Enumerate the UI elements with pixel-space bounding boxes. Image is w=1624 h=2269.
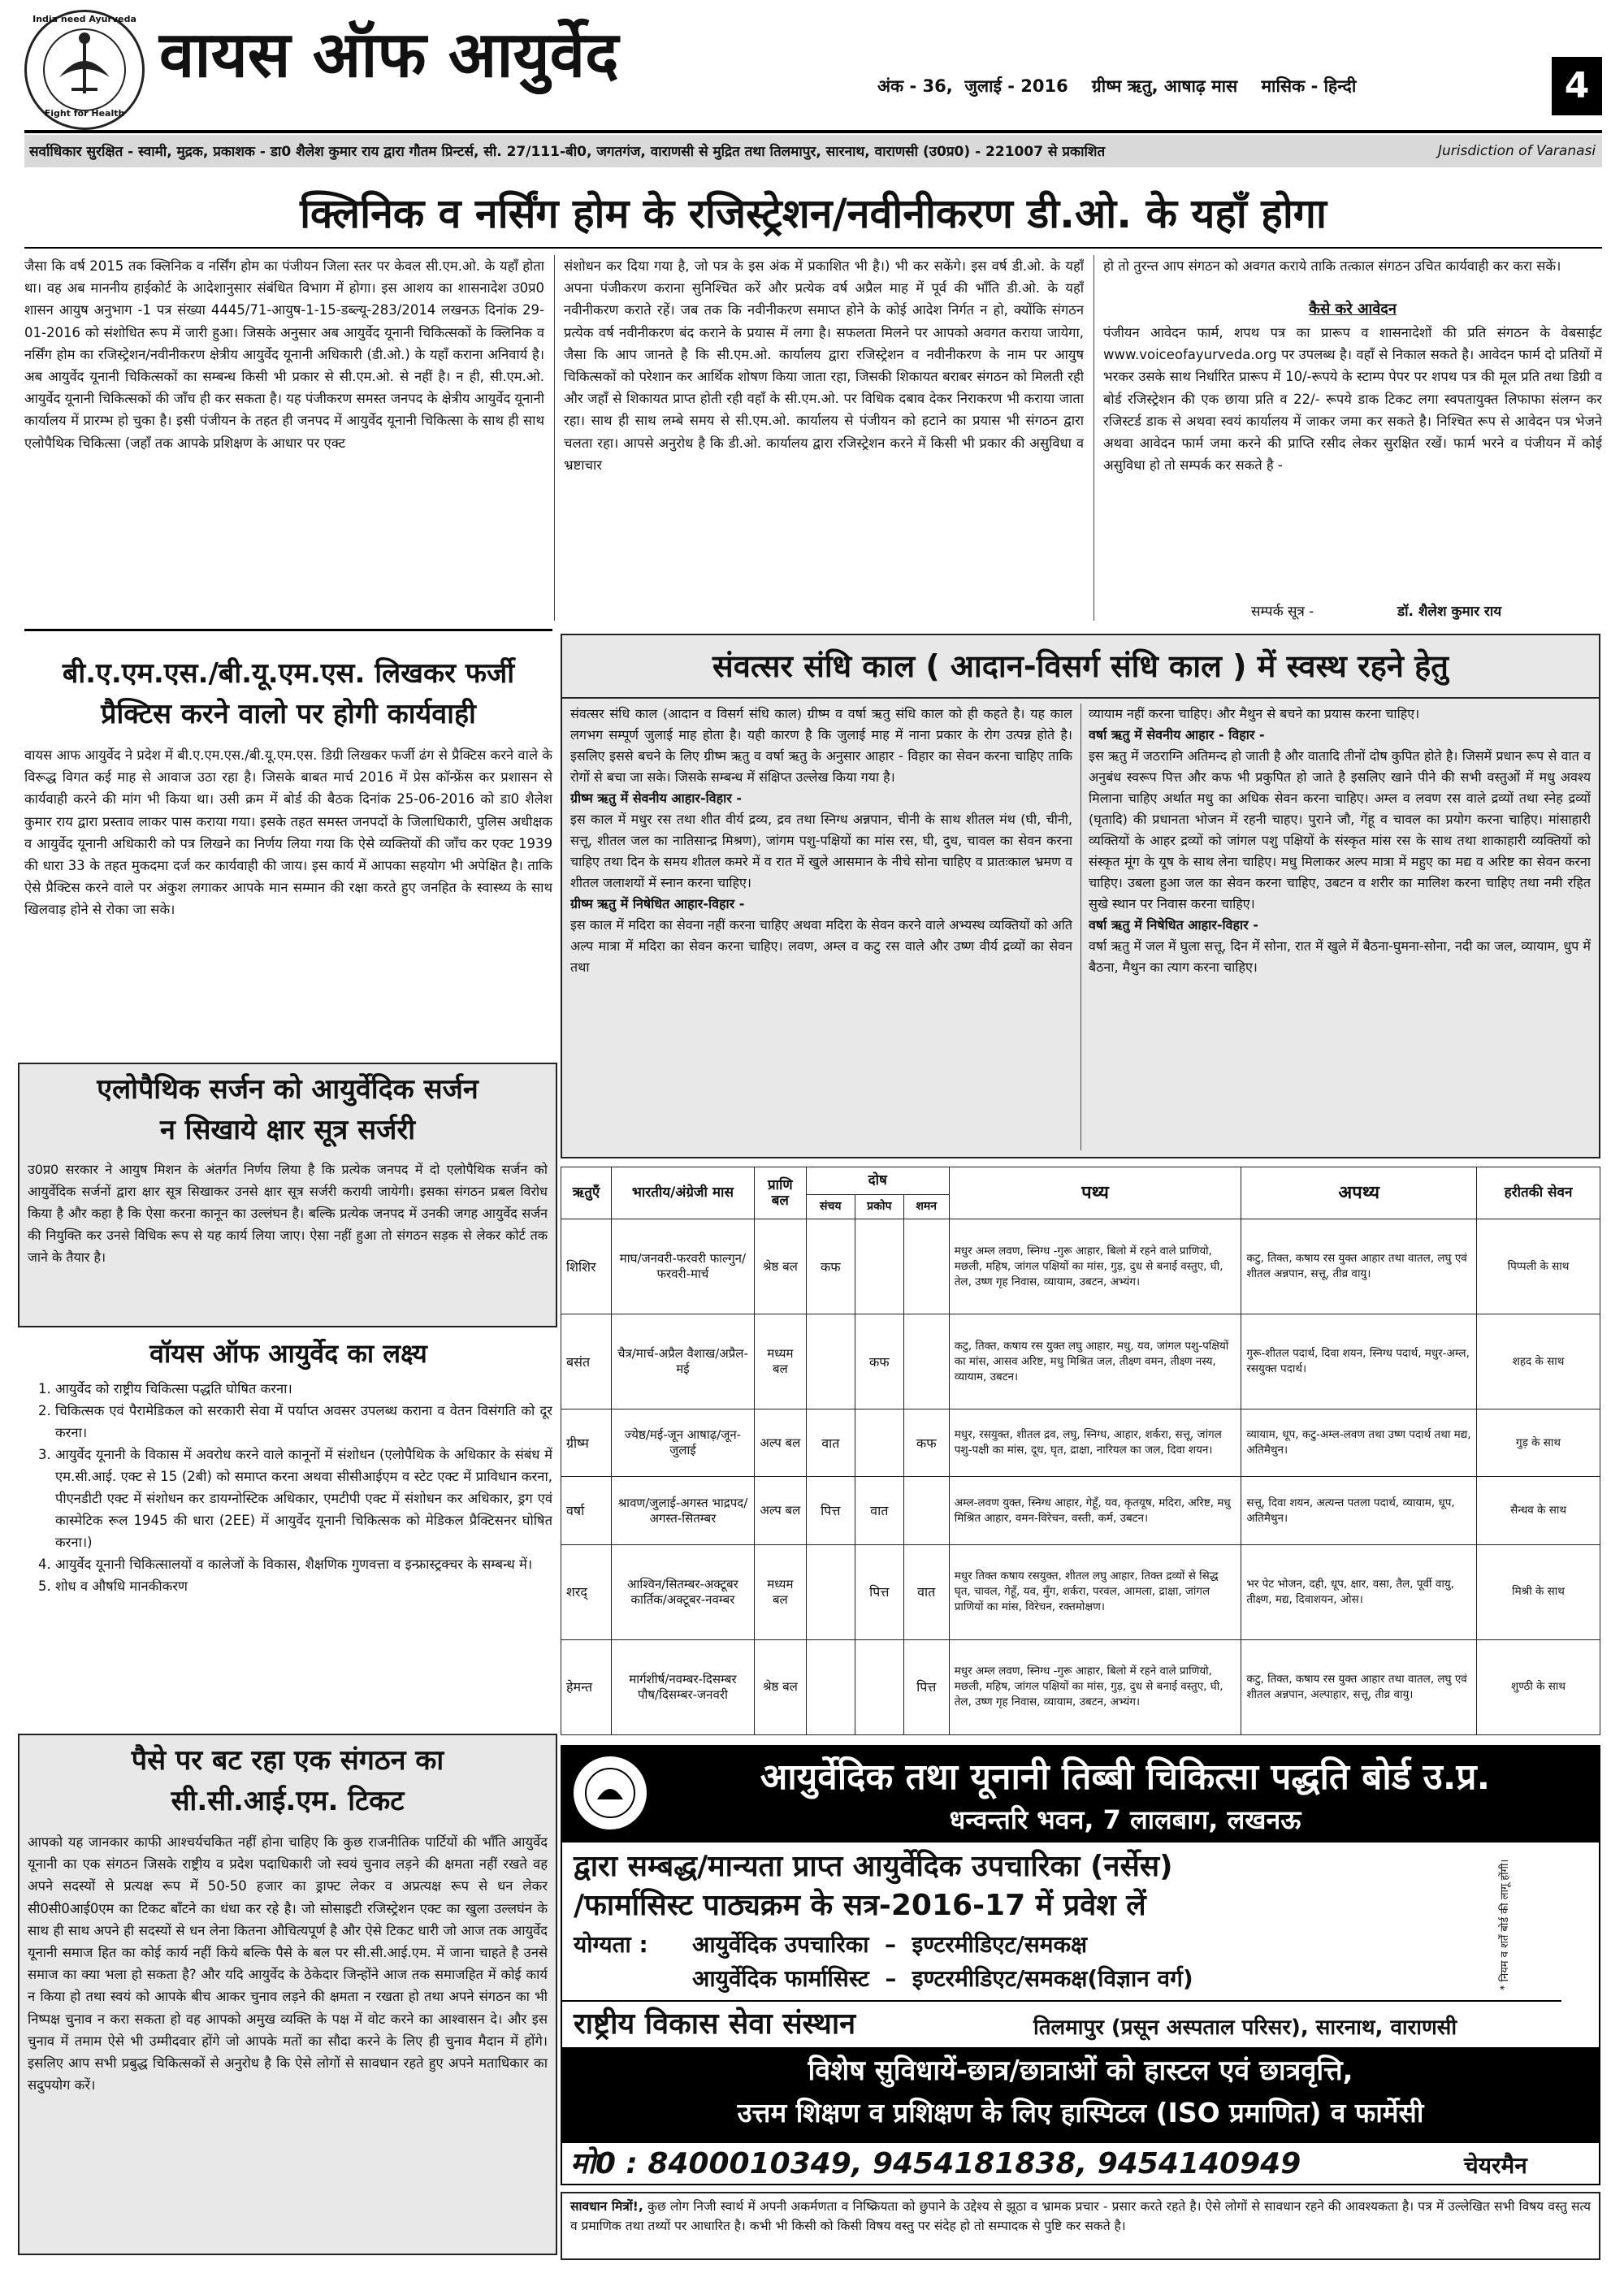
cell-prakop: वात: [855, 1477, 903, 1544]
cell-apathya: व्यायाम, धूप, कटु-अम्ल-लवण तथा उष्ण पदार्थ तथा मद्य, अतिमैथुन।: [1241, 1409, 1477, 1477]
season-rain-do: इस ऋतु में जठराग्नि अतिमन्द हो जाती है और वातादि तीनों दोष कुपित होते है। जिसमें प्रधान रूप से वात व अनुबंध स्वरूप पित्त और कफ भी प्रकुपित हो जाते है इसलिए खाने पीने की सभी वस्तुओं में मधु अवश्य मिलाना चाहिए अर्थात मधु का अधिक सेवन करना चाहिए। अम्ल व लवण रस वाले द्रव्यों तथा स्नेह द्रव्यों (घृतादि) की प्रधानता भोजन में रहनी चाहए। पुराने जौ, गेंहू व चावल का प्रयोग करना चाहिए। मांसाहारी व्यक्तियों के आहर द्रव्यों को जांगल पशु पक्षियों के संस्कृत मांस रस के साथ तथा शाकाहारी व्यक्तियों को संस्कृत मूंग के यूष के साथ लेना चाहिए। मधु मिलाकर अल्प मात्रा में महुए का मद्य व अरिष्ट का सेवन करना चाहिए। उबला हुआ जल का सेवन करना चाहिए, उबटन व शरीर का मालिश करना चाहिए तथा नमी रहित सुखे स्थान पर निवास करना चाहिए।: [1089, 748, 1591, 911]
table-row: [561, 1314, 1600, 1409]
th-dosh: दोष: [806, 1167, 949, 1195]
cell-bal: अल्प बल: [754, 1477, 806, 1544]
th-bal: प्राणि बल: [754, 1167, 806, 1219]
season-intro: संवत्सर संधि काल (आदान व विसर्ग संधि काल) ग्रीष्म व वर्षा ऋतु संधि काल को ही कहते है। यह काल लगभग सम्पूर्ण जुलाई माह होता है। यही कारण है कि जुलाई माह में नाना प्रकार के रोग उत्पन्न होते है। इसलिए इससे बचने के लिए ग्रीष्म ऋतु व वर्षा ऋतु के अनुसार आहार - विहार का सेवन करना चाहिए ताकि रोगों से बचा जा सके। जिसके सम्बन्ध में संक्षिप्त उल्लेख किया गया है।: [570, 706, 1072, 785]
lead-col2: संशोधन कर दिया गया है, जो पत्र के इस अंक में प्रकाशित भी है।) भी कर सकेंगे। इस वर्ष डी.ओ. के यहाँ अपना पंजीकरण कराना सुनिश्चित करें और प्रत्येक वर्ष अप्रैल माह में पूर्व की भाँति डी.ओ. के यहाँ नवीनीकरण कराते रहें। जब तक कि नवीनीकरण समाप्त होने के कोई आदेश निर्गत न हो, क्योंकि संगठन प्रत्येक वर्ष नवीनीकरण बंद कराने के प्रयास में लगा है। सफलता मिलने पर आपको अवगत कराया जायेगा, जैसा कि आप जानते है कि सी.एम.ओ. कार्यालय द्वारा रजिस्ट्रेशन व नवीनीकरण के नाम पर आयुष चिकित्सकों को परेशान कर आर्थिक शोषण किया जाता रहा, जिसकी शिकायत बराबर संगठन को मिलती रही और जहाँ से शिकायत प्राप्त होती रही वहाँ के सी.एम.ओ. पर विधिक दबाव देकर निराकरण भी कराया जाता रहा। साथ ही साथ लम्बे समय से सी.एम.ओ. कार्यालय से पंजीयन को हटाने का प्रयास भी संगठन द्वारा चलता रहा। आपसे अनुरोध है कि डी.ओ. कार्यालय द्वारा रजिस्ट्रेशन करने में किसी भी प्रकार की असुविधा व भ्रष्टाचार: [564, 258, 1084, 473]
lead-headline-rule: [24, 247, 1602, 249]
ritu-table: [561, 1167, 1600, 1735]
logo-text-bottom: Fight for Health: [44, 108, 125, 119]
cell-prakop: [855, 1409, 903, 1477]
caution-box: [561, 2192, 1600, 2260]
advert-facility-2: उत्तम शिक्षण व प्रशिक्षण के लिए हास्पिटल (ISO प्रमाणित) व फार्मेसी: [737, 2097, 1424, 2128]
cell-sanchay: कफ: [806, 1219, 855, 1314]
cell-month: श्रावण/जुलाई-अगस्त भाद्रपद/अगस्त-सितम्बर: [611, 1477, 754, 1544]
lead-col3-body: पंजीयन आवेदन फार्म, शपथ पत्र का प्रारूप व शासनादेशों की प्रति संगठन के वेबसाईट www.voiceofayurveda.org पर उपलब्ध है। वहाँ से निकाल सकते है। आवेदन फार्म दो प्रतियों में भरकर उसके साथ निर्धारित प्रारूप में 10/-रूपये के स्टाम्प पेपर पर शपथ पत्र की मूल प्रति तथा डिग्री व बोर्ड रजिस्ट्रेशन की एक छाया प्रति व 22/- रूपये डाक टिकट लगा स्वपतायुक्त लिफाफा संलग्न कर रजिस्टर्ड डाक से अथवा स्वयं कार्यालय में जाकर जमा कर सकते है। निश्चित रूप से आवेदन पत्र भेजने अथवा आवेदन फार्म जमा करने की प्राप्ति रसीद लेकर सुरक्षित रखें। फार्म भरने व पंजीयन में कोई असुविधा हो तो सम्पर्क कर सकते है -: [1103, 325, 1602, 474]
bams-body: वायस आफ आयुर्वेद ने प्रदेश में बी.ए.एम.एस./बी.यू.एम.एस. डिग्री लिखकर फर्जी ढंग से प्रैक्टिस करने वाले के विरूद्ध विगत कई माह से आवाज उठा रहा है। जिसके बाबत मार्च 2016 में प्रेस कॉन्फ्रेंस कर प्रशासन से कार्यवाही करने की मांग भी किया था। उसी क्रम में बोर्ड की बैठक दिनांक 25-06-2016 को डा0 शैलेश कुमार राय द्वारा प्रस्ताव लाकर पास कराया गया। इसके तहत समस्त जनपदों के जिलाधिकारी, पुलिस अधीक्षक व आयुर्वेद यूनानी अधिकारी को पत्र लिखने का निर्णय लिया गया कि ऐसे व्यक्तियों की जाँच कर एक्ट 1939 की धारा 33 के तहत मुकदमा दर्ज कर कार्यवाही की जाय। इस कार्य में आपका सहयोग भी अपेक्षित है। ताकि ऐसे प्रैक्टिस करने वाले पर अंकुश लगाकर आपके मान सम्मान की रक्षा करते हुए जनहित के स्वास्थ्य के साथ खिलवाड़ होने से रोका जा सके।: [24, 747, 552, 918]
col-rule-2: [1093, 255, 1094, 621]
advert-side-note: * नियम व शर्तें बोर्ड की लागू होंगी।: [1499, 1859, 1511, 1990]
lead-col3-intro: हो तो तुरन्त आप संगठन को अवगत कराये ताकि तत्काल संगठन उचित कार्यवाही कर करा सकें।: [1103, 258, 1561, 274]
cell-ritu: वर्षा: [561, 1477, 612, 1544]
th-ritu: ऋतुएँ: [561, 1167, 612, 1219]
advert-institute-address: तिलमापुर (प्रसून अस्पताल परिसर), सारनाथ, वाराणसी: [1033, 2016, 1457, 2040]
advert-eligibility-label: योग्यता :: [574, 1931, 648, 1958]
cell-shaman: [903, 1314, 949, 1409]
advert-board-band: [562, 1747, 1599, 1842]
cell-sanchay: वात: [806, 1409, 855, 1477]
rights-bar: [24, 135, 1602, 167]
allopathic-box: [18, 1063, 557, 1327]
cell-pathya: कटु, तिक्त, कषाय रस युक्त लघु आहार, मधु, यव, जांगल पशु-पक्षियों का मांस, आसव अरिष्ट, मधु मिश्रित जल, तीक्ष्ण वमन, तीक्ष्ण नस्य, व्यायाम, उबटन।: [949, 1314, 1241, 1409]
cell-ritu: शिशिर: [561, 1219, 612, 1314]
advert-line-2: /फार्मासिस्ट पाठ्यक्रम के सत्र-2016-17 में प्रवेश लें: [574, 1889, 1146, 1922]
goals-list: [24, 1378, 552, 1724]
season-summer-do: इस काल में मधुर रस तथा शीत वीर्य द्रव्य, द्रव तथा स्निग्ध अन्नपान, चीनी के साथ शीतल मंथ (घी, चीनी, सत्तू, शीतल जल का नातिसान्द्र मिश्रण), जांगम पशु-पक्षियों का मांस रस, घी, दुध, चावल का सेवन करना चाहिए तथा दिन के समय शीतल कमरे में व रात में खुले आसमान के नीचे सोना चाहिए व प्रातःकाल भ्रमण व शीतल जलाशयों में स्नान करना चाहिए।: [570, 812, 1072, 890]
goal-item: 1. आयुर्वेद को राष्ट्रीय चिकित्सा पद्धति घोषित करना।: [55, 1378, 552, 1400]
cell-apathya: कटु, तिक्त, कषाय रस युक्त आहार तथा वातल, लघु एवं शीतल अन्नपान, सत्तू, तीव्र वायु।: [1241, 1219, 1477, 1314]
cell-apathya: गुरू-शीतल पदार्थ, दिवा शयन, स्निग्ध पदार्थ, मधुर-अम्ल, रसयुक्त पदार्थ।: [1241, 1314, 1477, 1409]
th-month: भारतीय/अंग्रेजी मास: [611, 1167, 754, 1219]
season-summer-dont: इस काल में मदिरा का सेवना नहीं करना चाहिए अथवा मदिरा के सेवन करने वाले अभ्यस्थ व्यक्तियों को अति अल्प मात्रा में मदिरा का सेवन करना चाहिए। लवण, अम्ल व कटु रस वाले और उष्ण वीर्य द्रव्यों का सेवन तथा: [570, 917, 1072, 975]
th-haritaki: हरीतकी सेवन: [1477, 1167, 1600, 1219]
cell-bal: श्रेष्ठ बल: [754, 1219, 806, 1314]
cell-ritu: हेमन्त: [561, 1639, 612, 1734]
jurisdiction: Jurisdiction of Varanasi: [1438, 143, 1596, 159]
cell-pathya: मधुर अम्ल लवण, स्निग्ध -गुरू आहार, बिलो में रहने वाले प्राणियो, मछली, महिष, जांगल पक्षियों का मांस, गुड़, दुध से बनाई वस्तुए, घी, तेल, उष्ण गृह निवास, व्यायाम, उबटन, अभ्यंग।: [949, 1219, 1241, 1314]
table-row: [561, 1477, 1600, 1544]
contact-label: सम्पर्क सूत्र -: [1251, 604, 1314, 620]
goals-headline: वॉयस ऑफ आयुर्वेद का लक्ष्य: [149, 1338, 427, 1369]
goal-item: 3. आयुर्वेद यूनानी के विकास में अवरोध करने वाले कानूनों में संशोधन (एलोपैथिक के अधिकार के संबंध में एम.सी.आई. एक्ट से 15 (2बी) को समाप्त करना अथवा सीसीआईएम व स्टेट एक्ट में प्राविधान करना, पीएनडीटी एक्ट में संशोधन कर डायग्नोस्टिक अधिकार, एमटीपी एक्ट में संशोधन कर अधिकार, ड्रग एवं कास्मेटिक रूल 1945 की धारा (2EE) में आयुर्वेद यूनानी चिकित्सक को मेडिकल प्रैक्टिसनर घोषित करना।): [55, 1444, 552, 1553]
cell-shaman: कफ: [903, 1409, 949, 1477]
advert-line-1: द्वारा सम्बद्ध/मान्यता प्राप्त आयुर्वेदिक उपचारिका (नर्सेस): [574, 1850, 1173, 1883]
masthead-logo: [24, 10, 145, 130]
season-box: [561, 634, 1600, 1158]
cell-ritu: बसंत: [561, 1314, 612, 1409]
divider-left-top: [24, 629, 552, 631]
cell-bal: अल्प बल: [754, 1409, 806, 1477]
cell-bal: श्रेष्ठ बल: [754, 1639, 806, 1734]
cell-prakop: [855, 1639, 903, 1734]
cell-apathya: भर पेट भोजन, दही, धूप, क्षार, वसा, तैल, पूर्वी वायु, तीक्ष्ण, मद्य, दिवाशयन, ओस।: [1241, 1544, 1477, 1639]
cell-haritaki: शहद के साथ: [1477, 1314, 1600, 1409]
caution-text: [570, 2197, 1591, 2236]
cell-ritu: शरद्: [561, 1544, 612, 1639]
cell-shaman: पित्त: [903, 1639, 949, 1734]
bams-headline-1: बी.ए.एम.एस./बी.यू.एम.एस. लिखकर फर्जी: [62, 657, 515, 690]
advert-institute: राष्ट्रीय विकास सेवा संस्थान: [574, 2007, 856, 2041]
logo-text-top: India need Ayurveda: [32, 14, 136, 24]
th-pathya: पथ्य: [949, 1167, 1241, 1219]
apply-subhead: कैसे करे आवेदन: [1309, 301, 1397, 318]
cell-month: आश्विन/सितम्बर-अक्टूबर कार्तिक/अक्टूबर-नवम्बर: [611, 1544, 754, 1639]
season-left-col: [570, 704, 1072, 1154]
board-seal-icon: [574, 1756, 647, 1829]
th-apathya: अपथ्य: [1241, 1167, 1477, 1219]
season-right-col: [1089, 704, 1591, 1154]
ccim-box: [18, 1734, 557, 2255]
page-number: 4: [1552, 57, 1602, 115]
ccim-headline-2: सी.सी.आई.एम. टिकट: [171, 1785, 405, 1817]
season-subhead-rain-do: वर्षा ऋतु में सेवनीय आहार - विहार -: [1089, 727, 1265, 743]
advert-address: धन्वन्तरि भवन, 7 लालबाग, लखनऊ: [949, 1804, 1301, 1835]
cell-sanchay: पित्त: [806, 1477, 855, 1544]
cell-month: चैत्र/मार्च-अप्रैल वैशाख/अप्रैल-मई: [611, 1314, 754, 1409]
cell-haritaki: गुड़ के साथ: [1477, 1409, 1600, 1477]
advert-mobile: मो0 : 8400010349, 9454181838, 9454140949: [570, 2147, 1301, 2180]
lead-col1: जैसा कि वर्ष 2015 तक क्लिनिक व नर्सिंग होम का पंजीयन जिला स्तर पर केवल सी.एम.ओ. के यहाँ होता था। वह अब माननीय हाईकोर्ट के आदेशानुसार संबंधित विभाग में होगा। इस आशय का शासनादेश उ0प्र0 शासन आयुष अनुभाग -1 पत्र संख्या 4445/71-आयुष-1-15-डब्ल्यू-283/2014 लखनऊ दिनांक 29-01-2016 को संशोधित रूप में जारी हुआ। जिसके अनुसार अब आयुर्वेद यूनानी चिकित्सकों के क्लिनिक व नर्सिंग होम का रजिस्ट्रेशन/नवीनीकरण क्षेत्रीय आयुर्वेद यूनानी अधिकारी (डी.ओ.) के यहाँ कराना अनिवार्य है। अब आयुर्वेद यूनानी चिकित्सकों का सम्बन्ध किसी भी प्रकार से सी.एम.ओ. से नहीं है। न ही, सी.एम.ओ. आयुर्वेद यूनानी चिकित्सकों की जाँच ही कर सकता है। यह पंजीकरण समस्त जनपद के क्षेत्रीय आयुर्वेद यूनानी कार्यालय में प्रारम्भ हो चुका है। इसी पंजीयन के तहत ही जनपद में आयुर्वेद यूनानी चिकित्सा के साथ ही साथ एलोपैथिक चिकित्सा (जहाँ तक आपके प्रशिक्षण के आधार पर एक्ट: [24, 258, 544, 451]
cell-apathya: सत्तू, दिवा शयन, अत्यन्त पतला पदार्थ, व्यायाम, धूप, अतिमैथुन।: [1241, 1477, 1477, 1544]
cell-pathya: मधुर अम्ल लवण, स्निग्ध -गुरू आहार, बिलो में रहने वाले प्राणियो, मछली, महिष, जांगल पक्षियों का मांस, गुड़, दुध से बनाई वस्तुए, घी, तेल, उष्ण गृह निवास, व्यायाम, उबटन, अभ्यंग।: [949, 1639, 1241, 1734]
advert-eligibility-1: आयुर्वेदिक उपचारिका – इण्टरमीडिएट/समकक्ष: [692, 1931, 1088, 1958]
advert-facility-band: [562, 2047, 1599, 2141]
ccim-headline-1: पैसे पर बट रहा एक संगठन का: [131, 1744, 444, 1777]
issue-line: अंक - 36, जुलाई - 2016 ग्रीष्म ऋतु, आषाढ़ मास मासिक - हिन्दी: [877, 76, 1357, 96]
caution-label: सावधान मित्रों!,: [570, 2199, 643, 2214]
cell-shaman: [903, 1477, 949, 1544]
cell-month: ज्येष्ठ/मई-जून आषाढ़/जून-जुलाई: [611, 1409, 754, 1477]
allopathic-headline-2: न सिखाये क्षार सूत्र सर्जरी: [159, 1114, 416, 1146]
season-rain-dont: वर्षा ऋतु में जल में घुला सत्तू, दिन में सोना, रात में खुले में बैठना-घुमना-सोना, नदी का जल, व्यायाम, धुप में बैठना, मैथुन का त्याग करना चाहिए।: [1089, 938, 1591, 975]
season-subhead-summer-do: ग्रीष्म ऋतु में सेवनीय आहार-विहार -: [570, 790, 743, 806]
allopathic-headline-1: एलोपैथिक सर्जन को आयुर्वेदिक सर्जन: [97, 1073, 479, 1106]
bams-headline-2: प्रैक्टिस करने वालो पर होगी कार्यवाही: [101, 698, 476, 730]
advert-facility-1: विशेष सुविधायें-छात्र/छात्राओं को हास्टल एवं छात्रवृत्ति,: [808, 2055, 1353, 2087]
cell-bal: मध्यम बल: [754, 1544, 806, 1639]
allopathic-body: उ0प्र0 सरकार ने आयुष मिशन के अंतर्गत निर्णय लिया है कि प्रत्येक जनपद में दो एलोपैथिक सर्जन को आयुर्वेदिक सर्जनों द्वारा क्षार सूत्र सिखाकर उनसे क्षार सूत्र सर्जरी करायी जायेगी। इसका संगठन प्रबल विरोध किया है और कहा है कि ऐसा करना कानून का उल्लंघन है। बल्कि प्रत्येक जनपद में उनकी जगह आयुर्वेद सर्जन की नियुक्ति कर उनसे विधिक रूप से यह कार्य लिया जाए। ऐसा नहीं हुआ तो संगठन सड़क से लेकर कोर्ट तक जाने के तैयार है।: [28, 1162, 548, 1265]
cell-prakop: [855, 1219, 903, 1314]
goal-item: 4. आयुर्वेद यूनानी चिकित्सालयों व कालेजों के विकास, शैक्षणिक गुणवत्ता व इन्फ्रास्ट्रक्चर के सम्बन्ध में।: [55, 1553, 552, 1575]
advert-eligibility-2: आयुर्वेदिक फार्मासिस्ट – इण्टरमीडिएट/समकक्ष(विज्ञान वर्ग): [692, 1965, 1193, 1992]
ritu-table-wrap: [561, 1167, 1600, 1735]
cell-ritu: ग्रीष्म: [561, 1409, 612, 1477]
cell-shaman: वात: [903, 1544, 949, 1639]
table-row: [561, 1219, 1600, 1314]
caution-body: कुछ लोग निजी स्वार्थ में अपनी अकर्मणता व निष्क्रियता को छुपाने के उद्देश्य से झूठा व भ्रामक प्रचार - प्रसार करते रहते है। ऐसे लोगों से सावधान रहने की आवश्यकता है। पत्र में उल्लेखित सभी विषय वस्तु सत्य व प्रमाणिक तथा तथ्यों पर आधारित है। कभी भी किसी को किसी विषय वस्तु पर संदेह हो तो सम्पादक से पुष्टि कर सकते है।: [570, 2199, 1591, 2233]
masthead-title: वायस ऑफ आयुर्वेद: [159, 19, 619, 92]
season-subhead-rain-dont: वर्षा ऋतु में निषेधित आहार-विहार -: [1089, 917, 1258, 933]
table-row: [561, 1544, 1600, 1639]
header-divider-top: [24, 130, 1602, 133]
cell-bal: मध्यम बल: [754, 1314, 806, 1409]
advert-chairman: चेयरमैन: [1464, 2152, 1527, 2179]
cell-pathya: अम्ल-लवण युक्त, स्निग्ध आहार, गेहूँ, यव, कृतयूष, मदिरा, अरिष्ट, मधु मिश्रित आहार, वमन-विरेचन, वस्ती, कर्म, उबटन।: [949, 1477, 1241, 1544]
table-row: [561, 1639, 1600, 1734]
th-prakop: प्रकोप: [855, 1195, 903, 1219]
cell-haritaki: मिश्री के साथ: [1477, 1544, 1600, 1639]
th-sanchay: संचय: [806, 1195, 855, 1219]
col-rule-1: [554, 255, 555, 621]
season-headline: संवत्सर संधि काल ( आदान-विसर्ग संधि काल ) में स्वस्थ रहने हेतु: [712, 648, 1449, 684]
cell-prakop: कफ: [855, 1314, 903, 1409]
season-subhead-summer-dont: ग्रीष्म ऋतु में निषेधित आहार-विहार -: [570, 896, 745, 911]
cell-pathya: मधुर, रसयुक्त, शीतल द्रव, लघु, स्निग्ध, आहार, शर्करा, सत्तू, जांगल पशु-पक्षी का मांस, दूध, घृत, द्राक्षा, नारियल का जल, दिवा शयन।: [949, 1409, 1241, 1477]
season-right-intro: व्यायाम नहीं करना चाहिए। और मैथुन से बचने का प्रयास करना चाहिए।: [1089, 706, 1420, 721]
cell-sanchay: [806, 1544, 855, 1639]
cell-pathya: मधुर तिक्त कषाय रसयुक्त, शीतल लघु आहार, तिक्त द्रव्यों से सिद्ध घृत, चावल, गेहूँ, यव, मुँग, शर्करा, परवल, आमला, द्राक्षा, जांगल प्राणियों का मांस, विरेचन, रक्तमोक्षण।: [949, 1544, 1241, 1639]
cell-haritaki: शुण्ठी के साथ: [1477, 1639, 1600, 1734]
rights-line: सर्वाधिकार सुरक्षित - स्वामी, मुद्रक, प्रकाशक - डा0 शैलेश कुमार राय द्वारा गौतम प्रिन्टर्स, सी. 27/111-बी0, जगतगंज, वाराणसी से मुद्रित तथा तिलमापुर, सारनाथ, वाराणसी (उ0प्र0) - 221007 से प्रकाशित: [29, 144, 1106, 160]
cell-apathya: कटु, तिक्त, कषाय रस युक्त आहार तथा वातल, लघु एवं शीतल अन्नपान, अल्पाहार, सत्तू, तीव्र वायु।: [1241, 1639, 1477, 1734]
admission-advert: [561, 1745, 1600, 2143]
table-row: [561, 1409, 1600, 1477]
cell-prakop: पित्त: [855, 1544, 903, 1639]
lead-headline: क्लिनिक व नर्सिंग होम के रजिस्ट्रेशन/नवीनीकरण डी.ओ. के यहाँ होगा: [300, 190, 1327, 237]
contact-name: डॉ. शैलेश कुमार राय: [1397, 604, 1502, 620]
cell-sanchay: [806, 1314, 855, 1409]
goal-item: 5. शोध व औषधि मानकीकरण: [55, 1575, 552, 1597]
cell-haritaki: पिप्पली के साथ: [1477, 1219, 1600, 1314]
cell-haritaki: सैन्धव के साथ: [1477, 1477, 1600, 1544]
cell-sanchay: [806, 1639, 855, 1734]
cell-month: माघ/जनवरी-फरवरी फाल्गुन/फरवरी-मार्च: [611, 1219, 754, 1314]
advert-board-name: आयुर्वेदिक तथा यूनानी तिब्बी चिकित्सा पद्धति बोर्ड उ.प्र.: [760, 1756, 1491, 1798]
advert-mobile-bar: [561, 2141, 1600, 2185]
cell-month: मार्गशीर्ष/नवम्बर-दिसम्बर पौष/दिसम्बर-जनवरी: [611, 1639, 754, 1734]
cell-shaman: [903, 1219, 949, 1314]
season-headline-rule: [562, 697, 1599, 699]
ccim-body: आपको यह जानकार काफी आश्चर्यचकित नहीं होना चाहिए कि कुछ राजनीतिक पार्टियों की भाँति आयुर्वेद यूनानी का एक संगठन जिसके राष्ट्रीय व प्रदेश पदाधिकारी जो स्वयं चुनाव लड़ने की क्षमता नहीं रखते वह अपने सदस्यों से प्रत्यक्ष रूप में 50-50 हजार का ड्राफ्ट लेकर व अप्रत्यक्ष रूप से धन लेकर सी0सी0आई0एम का टिकट बाँटने का धंधा कर रहे है। जो सोसाइटी रजिस्ट्रेशन एक्ट का खुला उल्लघंन के साथ ही साथ अपने ही सदस्यों से धन लेना कितना औचित्यपूर्ण है और ऐसे टिकट धारी जो आज तक आयुर्वेद यूनानी समाज हित का कोई कार्य नहीं किये बल्कि पैसे के बल पर सी.सी.आई.एम. में जाना चाहते है उनसे समाज का क्या भला हो सकता है? और यदि आयुर्वेद के ठेकेदार जिन्होंने आज तक समाजहित में कोई कार्य न किया हो तथा स्वयं को आपके बीच आकर चुनाव लड़ने की क्षमता न रखता हो तथा अपने संगठन का भी निष्पक्ष चुनाव न करा सकता हो वह आपको अमुख व्यक्ति के पक्ष में वोट करने का आश्वासन दे। और इस चुनाव में तमाम ऐसे भी उम्मीदवार होंगे जो आपके मतों का सौदा करने के लिए ही चुनाव मैदान में होंगे। इसलिए आप सभी प्रबुद्ध चिकित्सकों से अनुरोध है कि ऐसे लोगों से सावधान रहते हुए अपने मताधिकार का सदुपयोग करें।: [28, 1834, 548, 2094]
th-shaman: शमन: [903, 1195, 949, 1219]
advert-rule: [562, 2000, 1561, 2002]
goal-item: 2. चिकित्सक एवं पैरामेडिकल को सरकारी सेवा में पर्याप्त अवसर उपलब्ध कराना व वेतन विसंगति को दूर करना।: [55, 1400, 552, 1444]
